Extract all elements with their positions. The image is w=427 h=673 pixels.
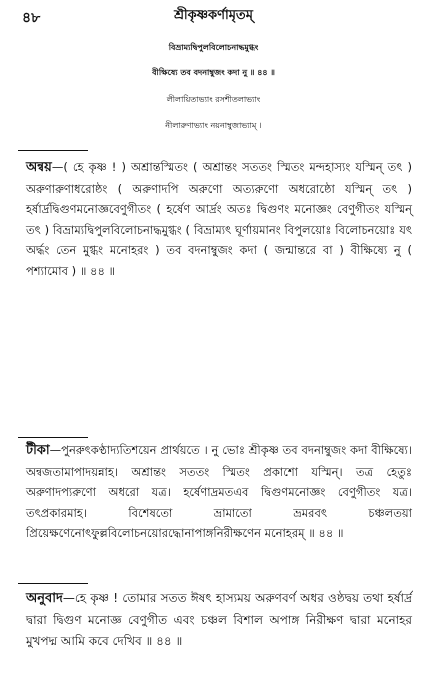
tika-text: —পুনরুৎকণ্ঠাদ্যতিশয়েন প্রার্থয়তে । নু ভোঃ শ্রীকৃষ্ণ তব বদনাম্বুজং কদা বীক্ষিষ্যে। অন্বজতামাপাদয়ন্নাহ। অশ্রান্তং সততং স্মিতং প্রকাশো যস্মিন্। তত্র হেতুঃ অরুণাদপ্যরুণো অধরো যত্র। হর্ষেণাদ্রমতএব দ্বিগুণমনোজ্ঞং বেণুগীতং যত্র। তৎপ্রকারমাহ। বিশেষতো ভ্রামাতো ভ্রমরবৎ চঞ্চলতয়া প্রিয়েক্ষণেনোৎফুল্লবিলোচনয়োরদ্ধোনাপাঙ্গনিরীক্ষণেন মনোহরম্ ॥ ৪৪ ॥ <box>26 443 412 540</box>
anvaya-section <box>26 157 412 281</box>
verse-line-1: বিভ্রাম্যদ্বিপুলবিলোচনাদ্ধমুগ্ধং <box>168 43 259 52</box>
page-header <box>0 6 427 26</box>
page-number: ৪৮ <box>22 10 41 26</box>
tika-label: টীকা <box>26 443 50 458</box>
anubad-section <box>26 588 412 653</box>
section-divider <box>18 150 88 151</box>
anvaya-text: —( হে কৃষ্ণ ! ) অশ্রান্তস্মিতং ( অশ্রান্তং সততং স্মিতং মন্দহাস্যং যস্মিন্ তৎ ) অরুণারুণাধরোষ্ঠং ( অরুণাদপি অরুণো অত্যরুণো অধরোষ্ঠো যস্মিন্ তৎ ) হর্ষার্দ্রদ্বিগুণমনোজ্ঞবেণুগীতং ( হর্ষেণ আর্দ্রং অতঃ দ্বিগুণং মনোজ্ঞং বেণুগীতং যস্মিন্ তৎ ) বিভ্রাম্যদ্বিপুলবিলোচনাদ্ধমুগ্ধং ( বিভ্রাম্যৎ ঘূর্ণায়মানং বিপুলয়োঃ বিলোচনয়োঃ যৎ অর্দ্ধং তেন মুগ্ধং মনোহরং ) তব বদনাম্বুজং কদা ( জন্মান্তরে বা ) বীক্ষিষ্যে নু ( পশ্যামোব ) ॥ ৪৪ ॥ <box>26 160 412 278</box>
verse-line-2: বীক্ষিষ্যে তব বদনাম্বুজং কদা নু ॥ ৪৪ ॥ <box>152 68 275 77</box>
section-divider <box>18 583 88 584</box>
anubad-label: অনুবাদ <box>26 591 63 606</box>
verse-line-4: নীলারুণাভ্যাং নয়নাম্বুজাভ্যাম্ । <box>165 121 262 130</box>
anubad-text: —হে কৃষ্ণ ! তোমার সতত ঈষৎ হাস্যময় অরুণবর্ণ অধর ওষ্ঠদ্বয় তথা হর্ষার্দ্র দ্বারা দ্বিগুণ মনোজ্ঞ বেণুগীত এবং চঞ্চল বিশাল অপাঙ্গ নিরীক্ষণ দ্বারা মনোহর মুখপদ্ম আমি কবে দেখিব ॥ ৪৪ ॥ <box>26 591 412 648</box>
anvaya-label: অন্বয় <box>26 160 52 175</box>
verse-line-3: লীলায়িতাভ্যাং রসশীতলাভ্যাং <box>166 95 261 104</box>
running-title: শ্রীকৃষ্ণকর্ণামৃতম্ <box>174 8 253 23</box>
tika-section <box>26 440 412 544</box>
section-divider <box>18 437 88 438</box>
